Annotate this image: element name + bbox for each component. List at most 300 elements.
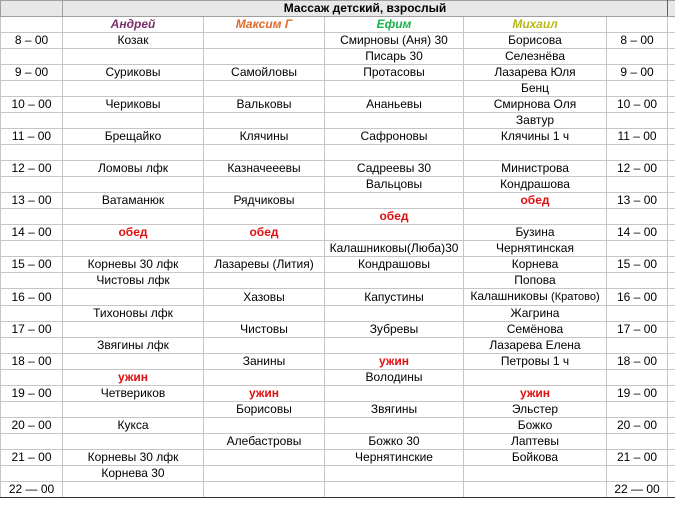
client-name: Рядчиковы	[233, 193, 295, 207]
time-cell-left[interactable]	[1, 306, 63, 322]
client-name: Министрова	[501, 161, 569, 175]
time-cell-right[interactable]	[607, 241, 668, 257]
cell-empty[interactable]	[668, 33, 675, 49]
time-cell-right[interactable]	[607, 145, 668, 161]
time-cell-left[interactable]: 16 – 00	[1, 289, 63, 306]
cell-andrey[interactable]	[63, 225, 204, 241]
cell-andrey[interactable]	[63, 33, 204, 49]
cell-empty[interactable]	[668, 306, 675, 322]
client-name: Вальковы	[236, 97, 292, 111]
cell-andrey[interactable]	[63, 370, 204, 386]
table-row	[1, 418, 675, 434]
cell-empty[interactable]	[1, 17, 63, 33]
client-name: Семёнова	[506, 322, 564, 336]
cell-andrey[interactable]	[63, 257, 204, 273]
client-name: Сафроновы	[360, 129, 428, 143]
time-cell-left[interactable]	[1, 49, 63, 65]
cell-mikhail[interactable]	[464, 65, 607, 81]
client-name: Звягины лфк	[97, 338, 169, 352]
time-cell-left[interactable]	[1, 241, 63, 257]
table-row	[1, 434, 675, 450]
client-name: Корневы 30 лфк	[87, 450, 179, 464]
client-name: Кондрашова	[500, 177, 570, 191]
cell-andrey[interactable]	[63, 466, 204, 482]
cell-maksim[interactable]	[204, 402, 325, 418]
cell-efim[interactable]	[325, 306, 464, 322]
time-cell-right[interactable]: 16 – 00	[607, 289, 668, 306]
client-name: Завтур	[515, 113, 555, 127]
cell-empty[interactable]	[668, 418, 675, 434]
table-row	[1, 257, 675, 273]
cell-maksim[interactable]	[204, 145, 325, 161]
time-cell-left[interactable]: 10 – 00	[1, 97, 63, 113]
cell-efim[interactable]	[325, 386, 464, 402]
cell-efim[interactable]	[325, 97, 464, 113]
time-cell-right[interactable]: 13 – 00	[607, 193, 668, 209]
client-name: Звягины	[370, 402, 418, 416]
time-cell-right[interactable]	[607, 209, 668, 225]
cell-maksim[interactable]	[204, 434, 325, 450]
cell-mikhail[interactable]	[464, 273, 607, 289]
cell-andrey[interactable]	[63, 354, 204, 370]
cell-mikhail[interactable]	[464, 434, 607, 450]
client-name: Капустины	[364, 289, 424, 304]
client-name: Казначееевы	[227, 161, 301, 175]
time-cell-left[interactable]: 17 – 00	[1, 322, 63, 338]
cell-andrey[interactable]	[63, 338, 204, 354]
cell-andrey[interactable]	[63, 193, 204, 209]
time-cell-right[interactable]	[607, 434, 668, 450]
cell-maksim[interactable]	[204, 338, 325, 354]
time-cell-right[interactable]: 14 – 00	[607, 225, 668, 241]
cell-andrey[interactable]	[63, 273, 204, 289]
cell-mikhail[interactable]	[464, 241, 607, 257]
master-header-efim[interactable]: Ефим	[325, 17, 464, 33]
client-name: Кондрашовы	[358, 257, 430, 271]
client-name: Занины	[242, 354, 286, 368]
table-row	[1, 65, 675, 81]
cell-empty[interactable]	[668, 482, 675, 498]
client-name: Корнева 30	[101, 466, 165, 480]
time-cell-left[interactable]	[1, 273, 63, 289]
cell-andrey[interactable]	[63, 386, 204, 402]
time-cell-left[interactable]: 14 – 00	[1, 225, 63, 241]
client-name: Чернятинская	[496, 241, 574, 255]
client-name: Брещайко	[104, 129, 162, 143]
client-name: Лазарева Елена	[489, 338, 581, 352]
cell-efim[interactable]	[325, 113, 464, 129]
cell-efim[interactable]	[325, 370, 464, 386]
client-name: Жагрина	[510, 306, 560, 320]
time-cell-right[interactable]	[607, 49, 668, 65]
table-row	[1, 209, 675, 225]
table-row	[1, 306, 675, 322]
cell-empty[interactable]	[668, 145, 675, 161]
cell-empty[interactable]	[668, 466, 675, 482]
time-cell-left[interactable]: 21 – 00	[1, 450, 63, 466]
cell-mikhail[interactable]	[464, 33, 607, 49]
cell-maksim[interactable]	[204, 81, 325, 97]
time-cell-right[interactable]: 21 – 00	[607, 450, 668, 466]
cell-mikhail[interactable]	[464, 193, 607, 209]
cell-andrey[interactable]	[63, 81, 204, 97]
cell-empty[interactable]	[668, 81, 675, 97]
cell-efim[interactable]	[325, 354, 464, 370]
cell-efim[interactable]	[325, 209, 464, 225]
client-name: Володины	[365, 370, 423, 384]
cell-andrey[interactable]	[63, 161, 204, 177]
client-name: Клячины	[239, 129, 289, 143]
table-row	[1, 129, 675, 145]
time-cell-right[interactable]	[607, 113, 668, 129]
cell-efim[interactable]	[325, 193, 464, 209]
cell-maksim[interactable]	[204, 370, 325, 386]
cell-empty[interactable]	[668, 129, 675, 145]
cell-andrey[interactable]	[63, 289, 204, 306]
client-name: Четвериков	[100, 386, 166, 400]
cell-mikhail[interactable]	[464, 482, 607, 498]
cell-empty[interactable]	[1, 1, 63, 17]
cell-mikhail[interactable]	[464, 257, 607, 273]
cell-empty[interactable]	[668, 49, 675, 65]
cell-andrey[interactable]	[63, 306, 204, 322]
time-cell-right[interactable]: 11 – 00	[607, 129, 668, 145]
table-row	[1, 322, 675, 338]
cell-andrey[interactable]	[63, 482, 204, 498]
time-cell-right[interactable]: 12 – 00	[607, 161, 668, 177]
table-row	[1, 482, 675, 498]
time-cell-left[interactable]	[1, 466, 63, 482]
time-cell-left[interactable]	[1, 209, 63, 225]
time-cell-right[interactable]: 17 – 00	[607, 322, 668, 338]
table-row	[1, 402, 675, 418]
cell-mikhail[interactable]	[464, 354, 607, 370]
cell-maksim[interactable]	[204, 354, 325, 370]
cell-empty[interactable]	[668, 1, 675, 17]
table-row	[1, 338, 675, 354]
table-row	[1, 450, 675, 466]
client-name: Божко 30	[368, 434, 420, 448]
cell-mikhail[interactable]	[464, 49, 607, 65]
cell-maksim[interactable]	[204, 306, 325, 322]
cell-maksim[interactable]	[204, 225, 325, 241]
cell-mikhail[interactable]	[464, 177, 607, 193]
client-name: Борисовы	[236, 402, 292, 416]
client-name: Лаптевы	[510, 434, 560, 448]
time-cell-left[interactable]	[1, 113, 63, 129]
time-cell-right[interactable]: 18 – 00	[607, 354, 668, 370]
cell-efim[interactable]	[325, 466, 464, 482]
client-name: Лазарева Юля	[494, 65, 576, 79]
table-row	[1, 193, 675, 209]
cell-mikhail[interactable]	[464, 306, 607, 322]
time-cell-left[interactable]: 11 – 00	[1, 129, 63, 145]
client-name: Бойкова	[511, 450, 559, 464]
cell-efim[interactable]	[325, 450, 464, 466]
cell-efim[interactable]	[325, 177, 464, 193]
cell-efim[interactable]	[325, 145, 464, 161]
cell-empty[interactable]	[668, 161, 675, 177]
cell-andrey[interactable]	[63, 402, 204, 418]
time-cell-left[interactable]	[1, 434, 63, 450]
time-cell-left[interactable]	[1, 402, 63, 418]
cell-maksim[interactable]	[204, 177, 325, 193]
cell-empty[interactable]	[668, 402, 675, 418]
client-name: обед	[249, 225, 279, 239]
cell-maksim[interactable]	[204, 466, 325, 482]
cell-andrey[interactable]	[63, 434, 204, 450]
cell-maksim[interactable]	[204, 289, 325, 306]
cell-maksim[interactable]	[204, 241, 325, 257]
client-note: (Кратово)	[551, 291, 600, 303]
cell-empty[interactable]	[668, 386, 675, 402]
cell-maksim[interactable]	[204, 482, 325, 498]
client-name: ужин	[249, 386, 279, 400]
client-name: Лазаревы (Лития)	[214, 257, 314, 271]
cell-andrey[interactable]	[63, 65, 204, 81]
client-name: Тихоновы лфк	[93, 306, 173, 320]
time-cell-right[interactable]: 9 – 00	[607, 65, 668, 81]
cell-empty[interactable]	[668, 17, 675, 33]
cell-andrey[interactable]	[63, 145, 204, 161]
time-cell-left[interactable]: 22 — 00	[1, 482, 63, 498]
time-cell-right[interactable]: 22 — 00	[607, 482, 668, 498]
time-cell-right[interactable]	[607, 466, 668, 482]
cell-maksim[interactable]	[204, 322, 325, 338]
cell-efim[interactable]	[325, 81, 464, 97]
cell-mikhail[interactable]	[464, 450, 607, 466]
cell-mikhail[interactable]	[464, 97, 607, 113]
client-name: Чернятинские	[355, 450, 433, 464]
time-cell-right[interactable]: 15 – 00	[607, 257, 668, 273]
client-name: Божко	[517, 418, 553, 432]
cell-empty[interactable]	[668, 354, 675, 370]
table-row	[1, 81, 675, 97]
cell-empty[interactable]	[668, 177, 675, 193]
cell-efim[interactable]	[325, 482, 464, 498]
cell-mikhail[interactable]	[464, 81, 607, 97]
cell-efim[interactable]	[325, 434, 464, 450]
cell-maksim[interactable]	[204, 209, 325, 225]
cell-maksim[interactable]	[204, 129, 325, 145]
client-name: Козак	[117, 33, 149, 47]
cell-empty[interactable]	[668, 65, 675, 81]
client-name: Смирновы (Аня) 30	[340, 33, 448, 47]
cell-mikhail[interactable]	[464, 209, 607, 225]
cell-empty[interactable]	[668, 241, 675, 257]
cell-mikhail[interactable]	[464, 402, 607, 418]
cell-empty[interactable]	[668, 273, 675, 289]
table-row	[1, 33, 675, 49]
table-row	[1, 161, 675, 177]
client-name: Ананьевы	[366, 97, 422, 111]
cell-maksim[interactable]	[204, 257, 325, 273]
cell-andrey[interactable]	[63, 450, 204, 466]
cell-empty[interactable]	[668, 113, 675, 129]
cell-empty[interactable]	[668, 289, 675, 306]
time-cell-right[interactable]	[607, 177, 668, 193]
time-cell-right[interactable]	[607, 370, 668, 386]
time-cell-right[interactable]: 10 – 00	[607, 97, 668, 113]
cell-efim[interactable]	[325, 225, 464, 241]
time-cell-left[interactable]: 18 – 00	[1, 354, 63, 370]
cell-empty[interactable]	[668, 209, 675, 225]
table-row	[1, 177, 675, 193]
client-name: Петровы 1 ч	[500, 354, 570, 368]
cell-mikhail[interactable]	[464, 129, 607, 145]
time-cell-right[interactable]	[607, 306, 668, 322]
cell-andrey[interactable]	[63, 322, 204, 338]
cell-mikhail[interactable]	[464, 418, 607, 434]
sheet-title[interactable]: Массаж детский, взрослый	[63, 1, 668, 17]
table-row	[1, 386, 675, 402]
cell-empty[interactable]	[668, 225, 675, 241]
client-name: Ломовы лфк	[98, 161, 168, 175]
cell-empty[interactable]	[668, 193, 675, 209]
header-row	[1, 17, 675, 33]
table-row	[1, 97, 675, 113]
cell-efim[interactable]	[325, 273, 464, 289]
cell-empty[interactable]	[668, 322, 675, 338]
cell-efim[interactable]	[325, 322, 464, 338]
cell-mikhail[interactable]	[464, 466, 607, 482]
cell-mikhail[interactable]	[464, 322, 607, 338]
client-name: Корневы 30 лфк	[87, 257, 179, 271]
client-name: Чериковы	[105, 97, 161, 111]
time-cell-left[interactable]: 8 – 00	[1, 33, 63, 49]
cell-maksim[interactable]	[204, 386, 325, 402]
time-cell-right[interactable]	[607, 402, 668, 418]
client-name: Борисова	[508, 33, 562, 47]
client-name: Суриковы	[105, 65, 161, 79]
client-name: Бузина	[515, 225, 555, 239]
table-row	[1, 241, 675, 257]
cell-maksim[interactable]	[204, 193, 325, 209]
client-name: Зубревы	[369, 322, 419, 336]
cell-efim[interactable]	[325, 49, 464, 65]
client-name: Попова	[514, 273, 556, 287]
client-name: ужин	[520, 386, 550, 400]
time-cell-left[interactable]: 19 – 00	[1, 386, 63, 402]
master-header-maksim[interactable]: Максим Г	[204, 17, 325, 33]
cell-efim[interactable]	[325, 257, 464, 273]
time-cell-left[interactable]	[1, 145, 63, 161]
time-cell-left[interactable]: 20 – 00	[1, 418, 63, 434]
cell-maksim[interactable]	[204, 418, 325, 434]
time-cell-left[interactable]: 15 – 00	[1, 257, 63, 273]
time-cell-left[interactable]	[1, 370, 63, 386]
cell-maksim[interactable]	[204, 49, 325, 65]
client-name: Писарь 30	[365, 49, 423, 63]
master-header-mikhail[interactable]: Михаил	[464, 17, 607, 33]
cell-maksim[interactable]	[204, 450, 325, 466]
time-cell-left[interactable]: 13 – 00	[1, 193, 63, 209]
cell-efim[interactable]	[325, 129, 464, 145]
time-cell-right[interactable]: 19 – 00	[607, 386, 668, 402]
cell-empty[interactable]	[668, 338, 675, 354]
cell-empty[interactable]	[668, 97, 675, 113]
cell-maksim[interactable]	[204, 273, 325, 289]
time-cell-left[interactable]: 9 – 00	[1, 65, 63, 81]
client-name: Чистовы лфк	[96, 273, 170, 287]
cell-andrey[interactable]	[63, 209, 204, 225]
client-name: обед	[379, 209, 409, 223]
time-cell-left[interactable]	[1, 177, 63, 193]
cell-mikhail[interactable]	[464, 289, 607, 306]
time-cell-right[interactable]	[607, 273, 668, 289]
client-name: Эльстер	[511, 402, 559, 416]
cell-andrey[interactable]	[63, 129, 204, 145]
client-name: Ватаманюк	[101, 193, 165, 207]
cell-empty[interactable]	[607, 17, 668, 33]
client-name: Селезнёва	[504, 49, 566, 63]
cell-andrey[interactable]	[63, 97, 204, 113]
cell-empty[interactable]	[668, 370, 675, 386]
table-row	[1, 145, 675, 161]
cell-andrey[interactable]	[63, 49, 204, 65]
client-name: Калашниковы	[470, 289, 548, 303]
time-cell-right[interactable]	[607, 81, 668, 97]
client-name: ужин	[118, 370, 148, 384]
client-name: обед	[118, 225, 148, 239]
cell-empty[interactable]	[668, 450, 675, 466]
client-name: Калашниковы(Люба)30	[329, 241, 459, 255]
client-name: ужин	[379, 354, 409, 368]
cell-efim[interactable]	[325, 289, 464, 306]
cell-empty[interactable]	[668, 257, 675, 273]
time-cell-left[interactable]	[1, 81, 63, 97]
cell-efim[interactable]	[325, 161, 464, 177]
table-row	[1, 49, 675, 65]
cell-mikhail[interactable]	[464, 113, 607, 129]
client-name: Корнева	[511, 257, 559, 271]
time-cell-right[interactable]	[607, 338, 668, 354]
client-name: Клячины 1 ч	[500, 129, 570, 143]
table-row	[1, 466, 675, 482]
cell-mikhail[interactable]	[464, 370, 607, 386]
cell-efim[interactable]	[325, 33, 464, 49]
cell-maksim[interactable]	[204, 161, 325, 177]
cell-efim[interactable]	[325, 338, 464, 354]
cell-maksim[interactable]	[204, 113, 325, 129]
cell-maksim[interactable]	[204, 33, 325, 49]
cell-empty[interactable]	[668, 434, 675, 450]
cell-efim[interactable]	[325, 241, 464, 257]
time-cell-right[interactable]: 20 – 00	[607, 418, 668, 434]
time-cell-left[interactable]: 12 – 00	[1, 161, 63, 177]
cell-andrey[interactable]	[63, 113, 204, 129]
cell-maksim[interactable]	[204, 65, 325, 81]
cell-efim[interactable]	[325, 65, 464, 81]
cell-andrey[interactable]	[63, 177, 204, 193]
cell-mikhail[interactable]	[464, 338, 607, 354]
cell-andrey[interactable]	[63, 418, 204, 434]
cell-efim[interactable]	[325, 418, 464, 434]
cell-mikhail[interactable]	[464, 386, 607, 402]
cell-maksim[interactable]	[204, 97, 325, 113]
table-row	[1, 289, 675, 306]
cell-efim[interactable]	[325, 402, 464, 418]
cell-andrey[interactable]	[63, 241, 204, 257]
client-name: Смирнова Оля	[493, 97, 577, 111]
cell-mikhail[interactable]	[464, 145, 607, 161]
client-name: Чистовы	[240, 322, 288, 336]
time-cell-left[interactable]	[1, 338, 63, 354]
time-cell-right[interactable]: 8 – 00	[607, 33, 668, 49]
master-header-andrey[interactable]: Андрей	[63, 17, 204, 33]
cell-mikhail[interactable]	[464, 225, 607, 241]
cell-mikhail[interactable]	[464, 161, 607, 177]
